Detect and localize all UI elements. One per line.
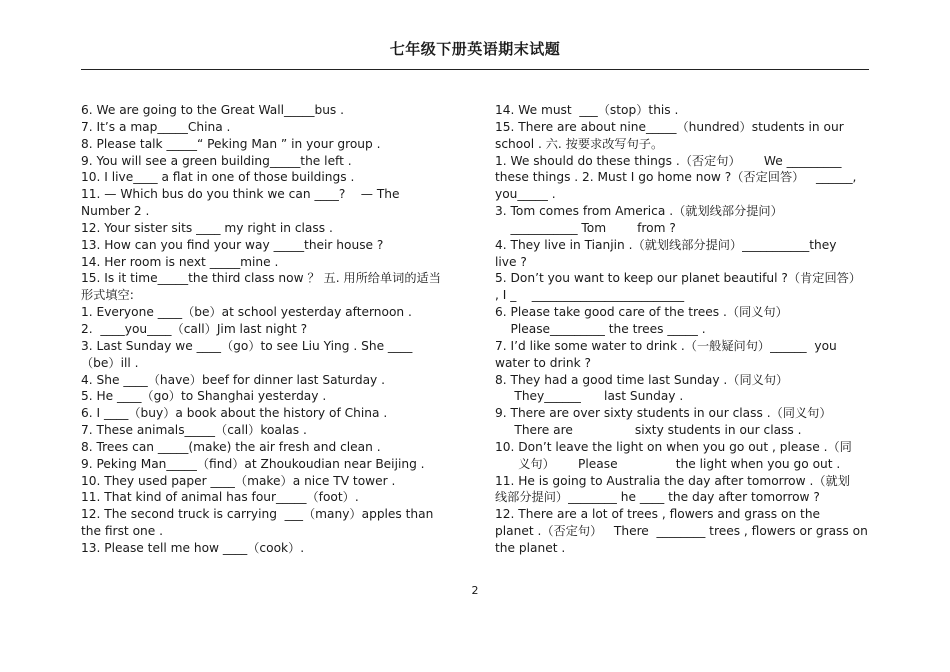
question-line: 3. Tom comes from America .（就划线部分提问） [495, 204, 783, 219]
question-line: 3. Last Sunday we ____（go）to see Liu Ying . She ____ [81, 338, 413, 353]
title-divider [81, 69, 869, 70]
question-line: 13. How can you find your way _____their house ? [81, 237, 384, 252]
question-line: live ? [495, 254, 527, 269]
question-line: , I _ _________________________ [495, 288, 685, 303]
question-line: 11. That kind of animal has four_____（foot）. [81, 490, 359, 505]
question-line: 11. He is going to Australia the day after tomorrow .（就划 [495, 473, 850, 488]
question-line: 4. They live in Tianjin .（就划线部分提问）___________they [495, 237, 837, 252]
question-line: 1. We should do these things .（否定句） We _________ [495, 153, 842, 168]
question-line: 13. Please tell me how ____（cook）. [81, 540, 305, 555]
question-line: 9. Peking Man_____（find）at Zhoukoudian near Beijing . [81, 456, 425, 471]
right-column [495, 102, 871, 557]
page-number: 2 [471, 584, 479, 597]
question-line: They______ last Sunday . [495, 389, 684, 404]
question-line: 7. These animals_____（call）koalas . [81, 423, 307, 438]
question-line: 12. Your sister sits ____ my right in class . [81, 220, 333, 235]
question-line: 10. I live____ a flat in one of those buildings . [81, 170, 355, 185]
question-line: （be）ill . [81, 355, 139, 370]
question-line: 12. There are a lot of trees , flowers and grass on the [495, 507, 821, 522]
question-line: 15. Is it time_____the third class now ？ 五. 用所给单词的适当 [81, 271, 441, 286]
question-line: 6. Please take good care of the trees .（同义句） [495, 305, 788, 320]
question-line: 线部分提问）________ he ____ the day after tomorrow ? [495, 490, 820, 505]
question-line: 4. She ____（have）beef for dinner last Saturday . [81, 372, 385, 387]
question-line: the planet . [495, 540, 566, 555]
question-line: 14. We must ___（stop）this . [495, 103, 679, 117]
question-line: Please_________ the trees _____ . [495, 321, 706, 336]
question-line: school . 六. 按要求改写句子。 [495, 136, 664, 151]
question-line: 5. Don’t you want to keep our planet beautiful ?（肯定回答） [495, 271, 862, 286]
question-line: 14. Her room is next _____mine . [81, 254, 279, 269]
question-line: water to drink ? [495, 355, 591, 370]
question-line: ___________ Tom from ? [495, 220, 676, 235]
question-line: 形式填空: [81, 288, 134, 303]
question-line: 10. Don’t leave the light on when you go out , please .（同 [495, 439, 852, 454]
question-line: 5. He ____（go）to Shanghai yesterday . [81, 389, 327, 404]
question-line: 6. We are going to the Great Wall_____bus . [81, 103, 345, 117]
question-line: 10. They used paper ____（make）a nice TV tower . [81, 473, 396, 488]
question-line: 7. I’d like some water to drink .（一般疑问句）______ you [495, 338, 837, 353]
question-line: planet .（否定句） There ________ trees , flowers or grass on [495, 524, 868, 539]
question-line: 8. Trees can _____(make) the air fresh and clean . [81, 439, 381, 454]
question-line: 8. They had a good time last Sunday .（同义句） [495, 372, 789, 387]
question-line: 义句） Please the light when you go out . [495, 456, 841, 471]
question-line: the first one . [81, 524, 163, 539]
question-line: 6. I ____（buy）a book about the history of China . [81, 406, 388, 421]
question-line: There are sixty students in our class . [495, 423, 802, 438]
page-title: 七年级下册英语期末试题 [389, 40, 561, 58]
question-line: 8. Please talk _____“ Peking Man ” in your group . [81, 136, 381, 151]
question-line: 1. Everyone ____（be）at school yesterday afternoon . [81, 305, 412, 320]
question-line: 11. — Which bus do you think we can ____? — The [81, 187, 400, 202]
question-line: 2. ____you____（call）Jim last night ? [81, 321, 308, 336]
question-line: 7. It’s a map_____China . [81, 119, 231, 134]
question-line: you_____ . [495, 187, 556, 202]
question-line: Number 2 . [81, 204, 150, 219]
question-line: 9. You will see a green building_____the left . [81, 153, 352, 168]
question-line: these things . 2. Must I go home now ?（否定回答） ______, [495, 170, 857, 185]
question-line: 9. There are over sixty students in our class .（同义句） [495, 406, 832, 421]
question-line: 15. There are about nine_____（hundred）students in our [495, 119, 844, 134]
left-column [81, 102, 453, 557]
question-line: 12. The second truck is carrying ___（many）apples than [81, 507, 434, 522]
